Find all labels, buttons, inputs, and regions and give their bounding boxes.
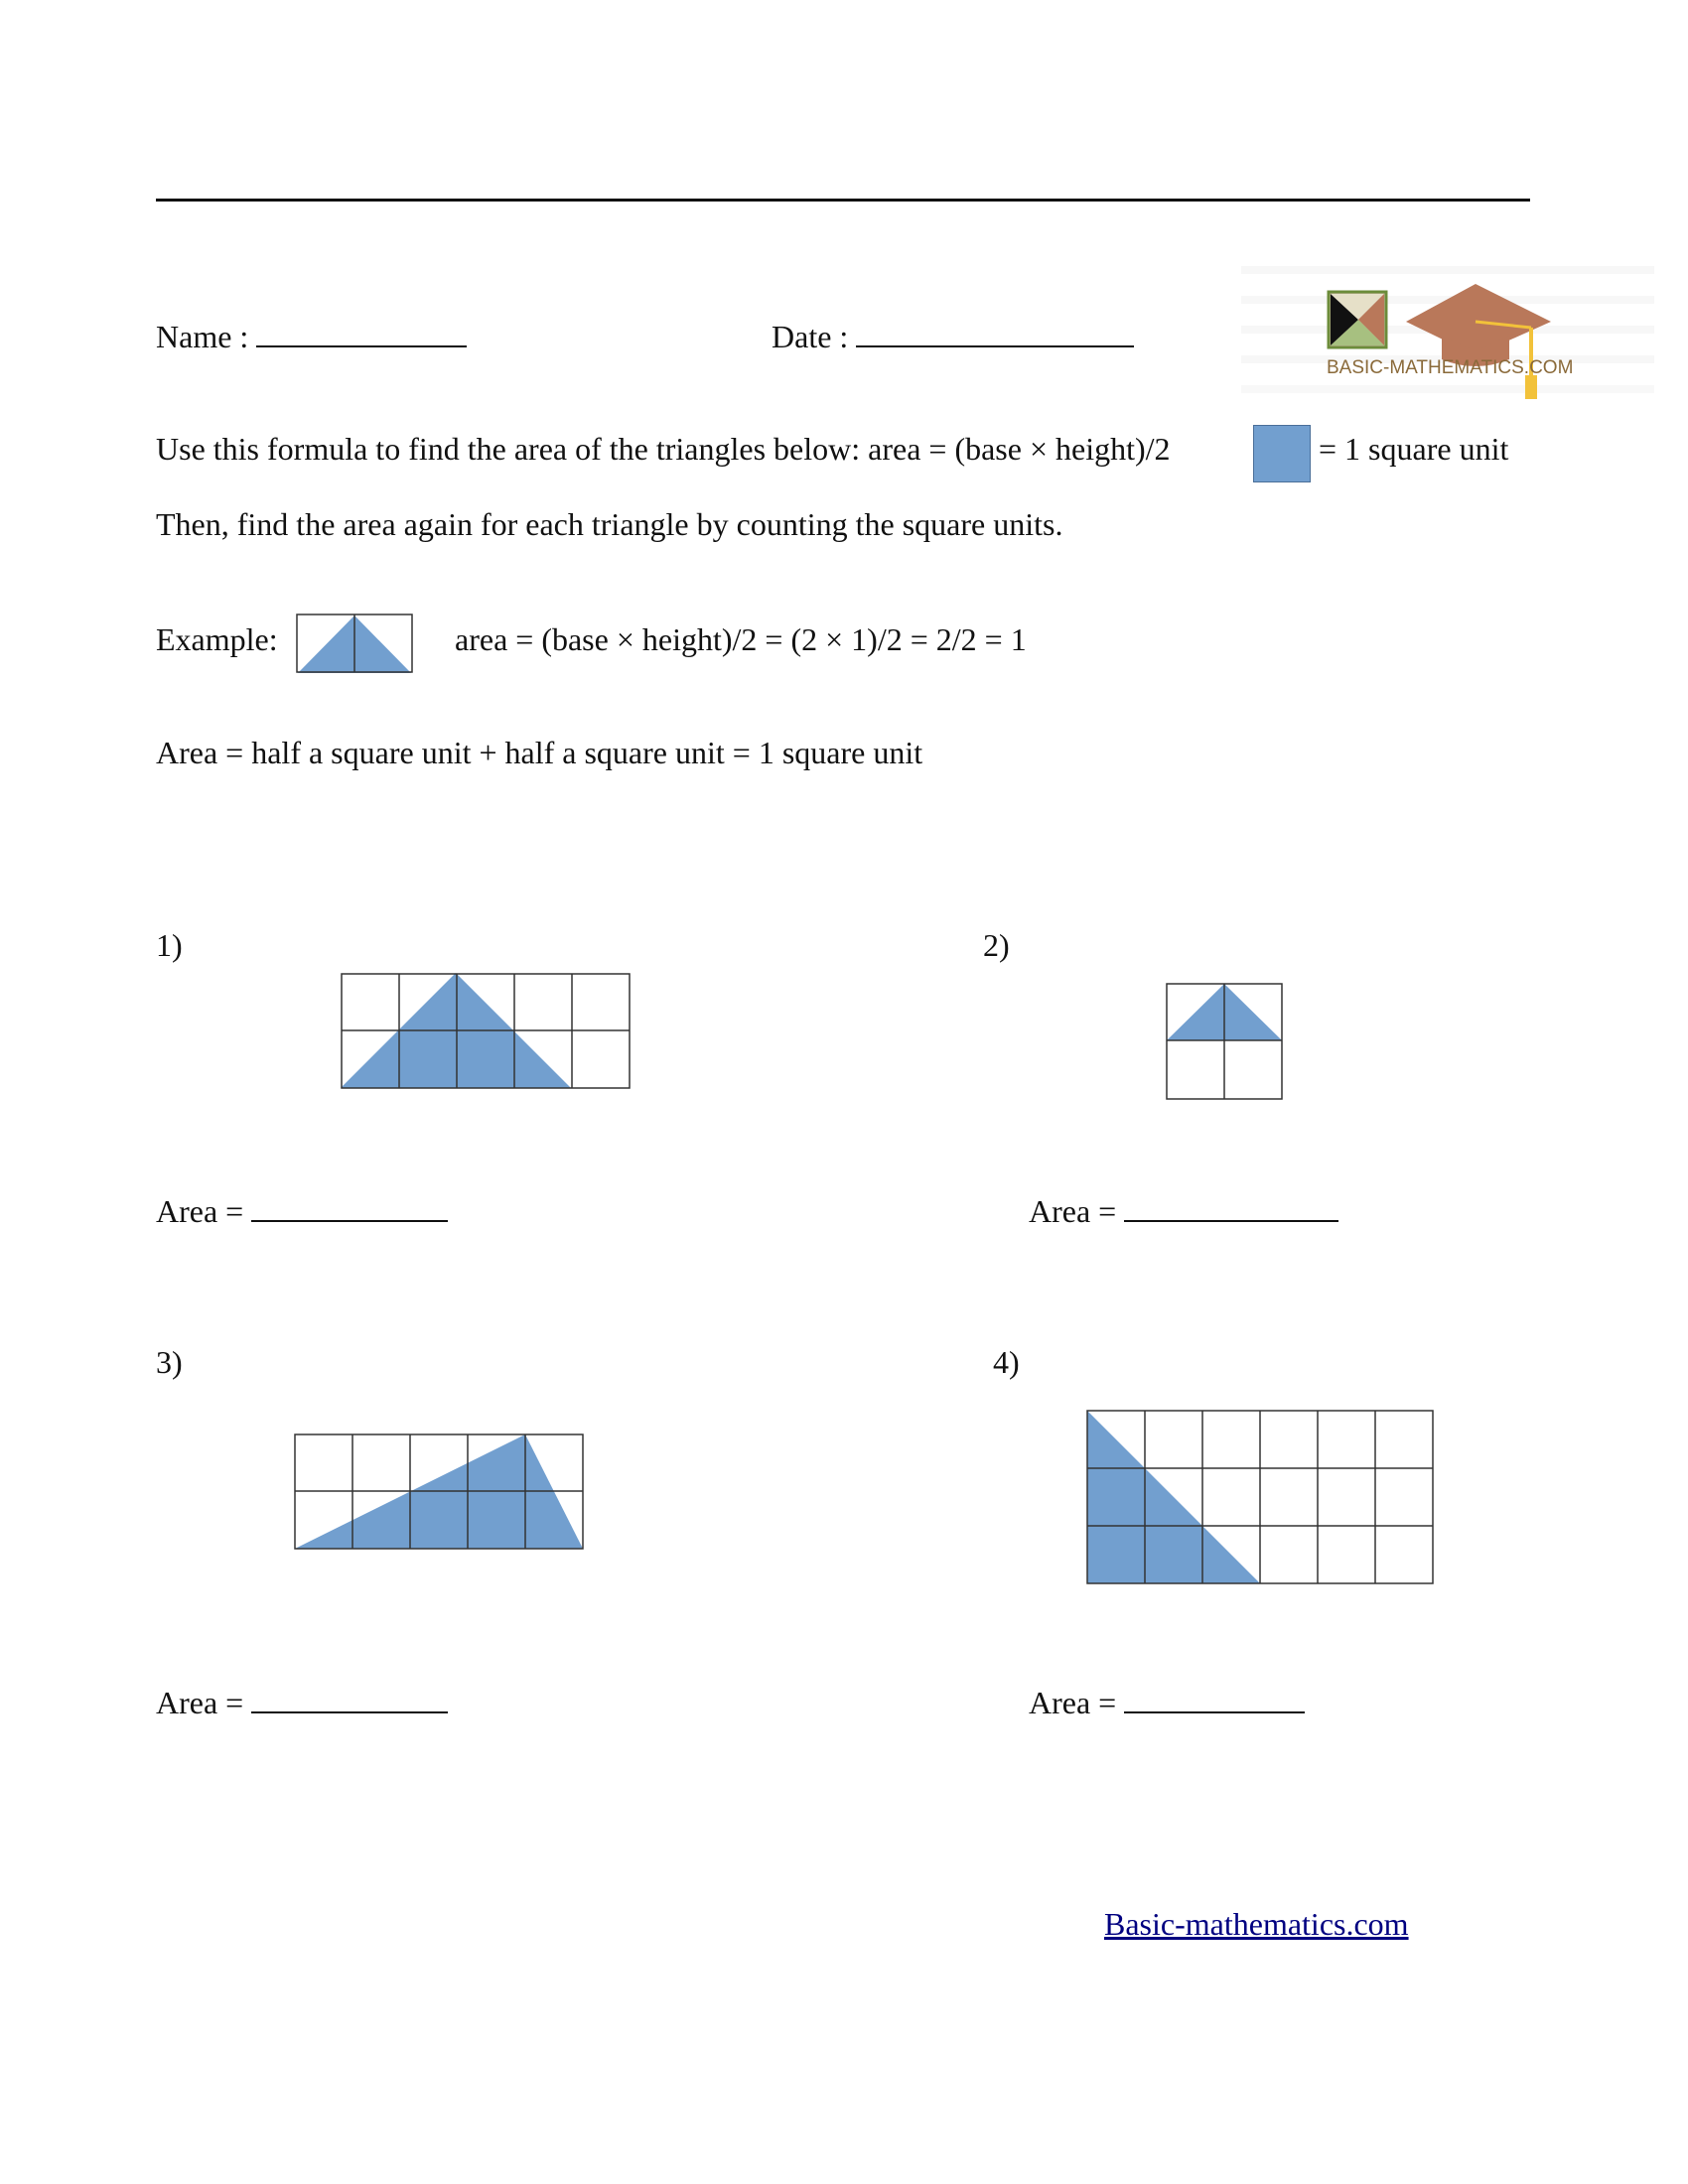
instruction-line-1: Use this formula to find the area of the triangles below: area = (base × height)/2 [156, 431, 1171, 467]
problem-1-answer-blank[interactable] [251, 1190, 448, 1222]
problem-4-answer-blank[interactable] [1124, 1682, 1305, 1713]
problem-3-number: 3) [156, 1344, 183, 1380]
problem-3-area[interactable] [156, 1682, 448, 1722]
problem-2-answer-blank[interactable] [1124, 1190, 1338, 1222]
problem-2-area-label: Area = [1029, 1193, 1117, 1229]
unit-square-swatch [1253, 425, 1311, 482]
problem-3-answer-blank[interactable] [251, 1682, 448, 1713]
name-label: Name : [156, 319, 249, 354]
top-rule [156, 199, 1530, 202]
name-field[interactable] [156, 316, 467, 356]
example-figure [296, 614, 415, 675]
date-blank[interactable] [856, 316, 1134, 347]
footer-site-link[interactable]: Basic-mathematics.com [1104, 1906, 1409, 1942]
name-blank[interactable] [256, 316, 467, 347]
problem-4-area[interactable] [1029, 1682, 1305, 1722]
problem-1-figure [341, 973, 633, 1090]
logo-square-icon [1329, 292, 1386, 347]
problem-1-area-label: Area = [156, 1193, 244, 1229]
example-formula: area = (base × height)/2 = (2 × 1)/2 = 2/2 = 1 [455, 621, 1027, 657]
instruction-line-2: Then, find the area again for each triangle by counting the square units. [156, 506, 1063, 542]
example-explanation: Area = half a square unit + half a square unit = 1 square unit [156, 735, 923, 770]
problem-4-area-label: Area = [1029, 1685, 1117, 1720]
problem-2-number: 2) [983, 927, 1010, 963]
problem-2-figure [1166, 983, 1285, 1100]
example-label: Example: [156, 621, 278, 657]
site-logo [1231, 256, 1664, 409]
problem-3-area-label: Area = [156, 1685, 244, 1720]
problem-1-number: 1) [156, 927, 183, 963]
date-field[interactable] [772, 316, 1134, 356]
problem-3-figure [294, 1433, 586, 1551]
problem-1-area[interactable] [156, 1190, 448, 1231]
date-label: Date : [772, 319, 849, 354]
problem-2-grid [1167, 984, 1282, 1099]
problem-4-triangle [1087, 1411, 1260, 1583]
unit-legend: = 1 square unit [1319, 431, 1509, 467]
problem-4-number: 4) [993, 1344, 1020, 1380]
problem-4-figure [1086, 1410, 1436, 1586]
logo-text: BASIC-MATHEMATICS.COM [1327, 357, 1574, 378]
problem-2-area[interactable] [1029, 1190, 1338, 1231]
logo-graphic [1231, 256, 1664, 409]
